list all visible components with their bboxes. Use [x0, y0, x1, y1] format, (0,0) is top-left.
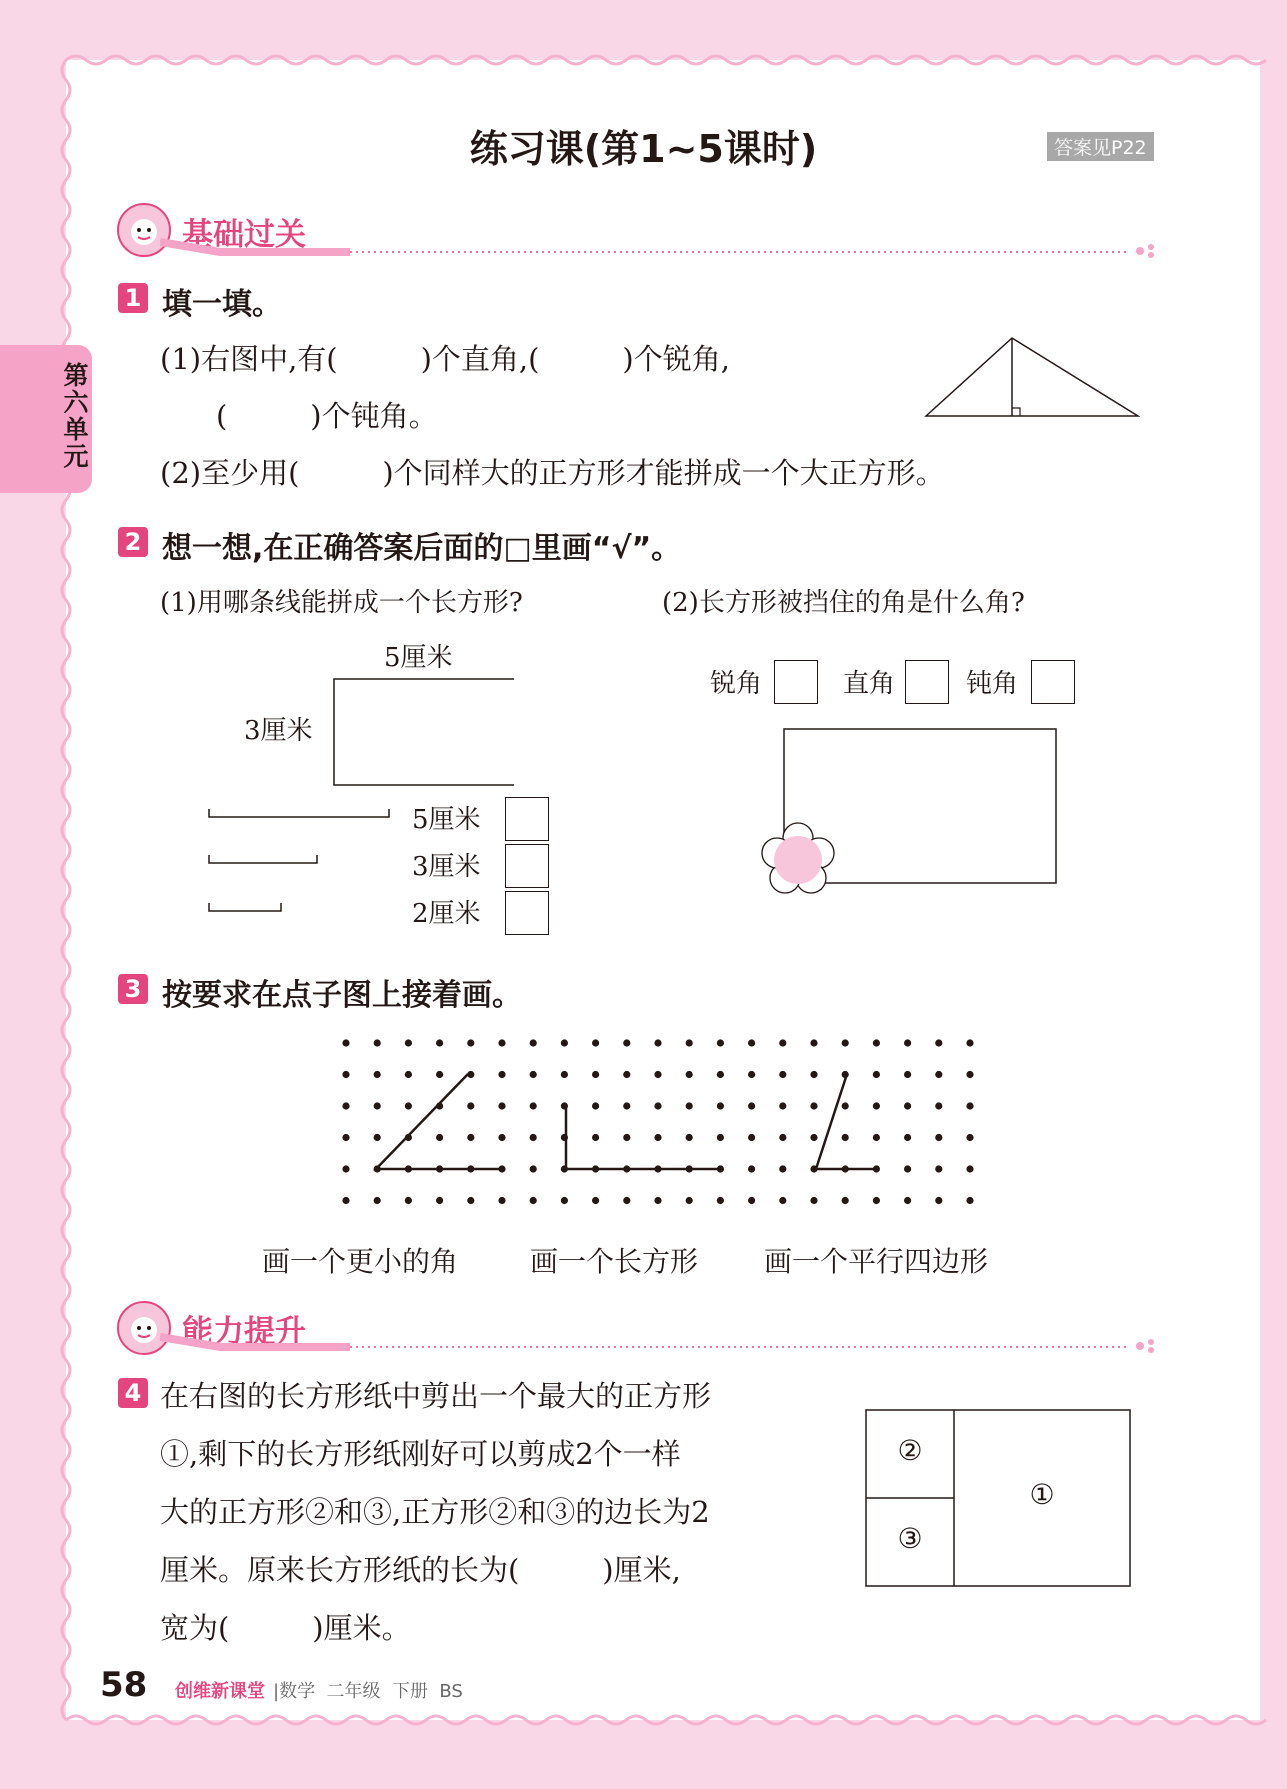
caption-smaller-angle: 画一个更小的角 — [262, 1245, 459, 1278]
question-1-number: 1 — [118, 283, 148, 313]
grid-dot[interactable] — [717, 1102, 724, 1109]
segment-2cm — [209, 903, 281, 911]
grid-dot[interactable] — [935, 1039, 942, 1046]
grid-dot[interactable] — [904, 1039, 911, 1046]
square-3-label: ③ — [897, 1522, 923, 1555]
grid-dot[interactable] — [374, 1071, 381, 1078]
grid-dot[interactable] — [935, 1134, 942, 1141]
grid-dot[interactable] — [623, 1071, 630, 1078]
grid-dot[interactable] — [966, 1102, 973, 1109]
question-4-line-1: 在右图的长方形纸中剪出一个最大的正方形 — [160, 1379, 712, 1413]
caption-parallelogram: 画一个平行四边形 — [764, 1245, 989, 1278]
grid-dot[interactable] — [873, 1071, 880, 1078]
grid-dot[interactable] — [873, 1134, 880, 1141]
grid-dot[interactable] — [686, 1197, 693, 1204]
question-2-sub-2: (2)长方形被挡住的角是什么角? — [662, 588, 1025, 618]
question-4-line-2: ①,剩下的长方形纸刚好可以剪成2个一样 — [160, 1437, 681, 1471]
grid-dot[interactable] — [966, 1039, 973, 1046]
grid-dot[interactable] — [436, 1039, 443, 1046]
grid-dot[interactable] — [686, 1102, 693, 1109]
checkbox-3cm[interactable] — [505, 844, 549, 888]
grid-dot[interactable] — [592, 1197, 599, 1204]
grid-dot[interactable] — [342, 1071, 349, 1078]
grid-dot[interactable] — [498, 1039, 505, 1046]
grid-dot[interactable] — [654, 1039, 661, 1046]
grid-dot[interactable] — [530, 1197, 537, 1204]
grid-dot[interactable] — [530, 1071, 537, 1078]
question-1-text: 填一填。 — [162, 287, 282, 322]
grid-dot[interactable] — [654, 1102, 661, 1109]
grid-dot[interactable] — [592, 1071, 599, 1078]
checkbox-right-angle[interactable] — [905, 660, 949, 704]
grid-dot[interactable] — [904, 1071, 911, 1078]
grid-dot[interactable] — [842, 1197, 849, 1204]
candidate-segments — [205, 795, 395, 920]
grid-dot[interactable] — [374, 1197, 381, 1204]
grid-dot[interactable] — [842, 1039, 849, 1046]
option-3cm-label: 3厘米 — [412, 852, 481, 882]
grid-dot[interactable] — [810, 1134, 817, 1141]
grid-dot[interactable] — [686, 1071, 693, 1078]
grid-dot[interactable] — [779, 1197, 786, 1204]
angle-option-acute-label: 锐角 — [710, 669, 763, 699]
grid-dot[interactable] — [717, 1071, 724, 1078]
question-2-text: 想一想,在正确答案后面的□里画“√”。 — [162, 531, 682, 566]
grid-dot[interactable] — [654, 1071, 661, 1078]
grid-dot[interactable] — [592, 1102, 599, 1109]
grid-dot[interactable] — [498, 1197, 505, 1204]
question-2-sub-1: (1)用哪条线能拼成一个长方形? — [160, 588, 523, 618]
question-1-line-1: (1)右图中,有( )个直角,( )个锐角, — [160, 342, 730, 376]
unit-side-tab-label: 第六单元 — [60, 362, 89, 470]
grid-dot[interactable] — [779, 1165, 786, 1172]
grid-dot[interactable] — [779, 1071, 786, 1078]
drawn-angle-start — [376, 1074, 504, 1169]
section-divider-basic — [160, 238, 1170, 258]
grid-dot[interactable] — [966, 1134, 973, 1141]
grid-dot[interactable] — [935, 1071, 942, 1078]
grid-dot[interactable] — [561, 1197, 568, 1204]
question-1-line-3: (2)至少用( )个同样大的正方形才能拼成一个大正方形。 — [160, 456, 945, 490]
checkbox-obtuse-angle[interactable] — [1031, 660, 1075, 704]
grid-dot[interactable] — [810, 1071, 817, 1078]
grid-dot[interactable] — [717, 1197, 724, 1204]
covered-rectangle-figure — [748, 722, 1064, 904]
square-1-label: ① — [1029, 1478, 1055, 1511]
grid-dot[interactable] — [467, 1102, 474, 1109]
grid-dot[interactable] — [842, 1134, 849, 1141]
grid-dot[interactable] — [686, 1134, 693, 1141]
grid-dot[interactable] — [810, 1102, 817, 1109]
grid-dot[interactable] — [467, 1039, 474, 1046]
grid-dot[interactable] — [592, 1134, 599, 1141]
grid-dot[interactable] — [561, 1039, 568, 1046]
flower-cover-icon — [762, 823, 834, 893]
grid-dot[interactable] — [467, 1197, 474, 1204]
grid-dot[interactable] — [374, 1102, 381, 1109]
bracket-top-length-label: 5厘米 — [384, 643, 453, 673]
grid-dot[interactable] — [717, 1134, 724, 1141]
grid-dot[interactable] — [436, 1071, 443, 1078]
grid-dot[interactable] — [748, 1039, 755, 1046]
grid-dot[interactable] — [623, 1134, 630, 1141]
grid-dot[interactable] — [654, 1197, 661, 1204]
grid-dot[interactable] — [405, 1197, 412, 1204]
grid-dot[interactable] — [561, 1071, 568, 1078]
section-title-basic: 基础过关 — [182, 217, 306, 253]
question-4-number: 4 — [118, 1378, 148, 1408]
option-5cm-label: 5厘米 — [412, 805, 481, 835]
grid-dot[interactable] — [623, 1197, 630, 1204]
grid-dot[interactable] — [498, 1134, 505, 1141]
drawn-rectangle-start — [566, 1106, 722, 1169]
question-1-line-2: ( )个钝角。 — [216, 399, 438, 433]
grid-dot[interactable] — [779, 1134, 786, 1141]
grid-dot[interactable] — [810, 1197, 817, 1204]
grid-dot[interactable] — [342, 1039, 349, 1046]
grid-dot[interactable] — [405, 1039, 412, 1046]
grid-dot[interactable] — [686, 1039, 693, 1046]
segment-5cm — [209, 809, 389, 817]
grid-dot[interactable] — [748, 1102, 755, 1109]
grid-dot[interactable] — [467, 1134, 474, 1141]
grid-dot[interactable] — [498, 1071, 505, 1078]
grid-dot[interactable] — [623, 1102, 630, 1109]
grid-dot[interactable] — [966, 1071, 973, 1078]
grid-dot[interactable] — [342, 1197, 349, 1204]
question-3-number: 3 — [118, 974, 148, 1004]
grid-dot[interactable] — [966, 1165, 973, 1172]
page-number: 58 — [100, 1665, 148, 1705]
bracket-left-length-label: 3厘米 — [244, 716, 313, 746]
footer-brand: 创维新课堂 — [175, 1681, 265, 1702]
question-4-line-3: 大的正方形②和③,正方形②和③的边长为2 — [160, 1495, 710, 1529]
grid-dot[interactable] — [530, 1039, 537, 1046]
grid-dot[interactable] — [748, 1165, 755, 1172]
grid-dot[interactable] — [748, 1134, 755, 1141]
grid-dot[interactable] — [623, 1039, 630, 1046]
question-3-text: 按要求在点子图上接着画。 — [162, 978, 522, 1013]
grid-dot[interactable] — [405, 1071, 412, 1078]
section-title-ability: 能力提升 — [182, 1314, 306, 1350]
checkbox-5cm[interactable] — [505, 797, 549, 841]
grid-dot[interactable] — [405, 1102, 412, 1109]
dot-grid-figure — [330, 1030, 980, 1210]
grid-dot[interactable] — [436, 1197, 443, 1204]
question-4-line-5: 宽为( )厘米。 — [160, 1611, 411, 1645]
footer-book-info: |数学 二年级 下册 BS — [273, 1681, 463, 1702]
unit-side-tab — [0, 345, 92, 493]
grid-dot[interactable] — [530, 1102, 537, 1109]
grid-dot[interactable] — [873, 1102, 880, 1109]
grid-dot[interactable] — [342, 1134, 349, 1141]
open-rectangle-figure — [330, 675, 520, 790]
grid-dot[interactable] — [592, 1039, 599, 1046]
grid-dot[interactable] — [748, 1197, 755, 1204]
angle-option-right-label: 直角 — [843, 669, 896, 699]
caption-rectangle: 画一个长方形 — [530, 1245, 699, 1278]
checkbox-acute-angle[interactable] — [774, 660, 818, 704]
grid-dot[interactable] — [904, 1102, 911, 1109]
grid-dot[interactable] — [436, 1134, 443, 1141]
page-title: 练习课(第1~5课时) — [469, 127, 818, 171]
drawn-parallelogram-start — [816, 1074, 878, 1169]
checkbox-2cm[interactable] — [505, 891, 549, 935]
grid-dot[interactable] — [342, 1102, 349, 1109]
grid-dot[interactable] — [810, 1039, 817, 1046]
option-2cm-label: 2厘米 — [412, 899, 481, 929]
grid-dot[interactable] — [374, 1039, 381, 1046]
grid-dot[interactable] — [904, 1165, 911, 1172]
question-2-number: 2 — [118, 527, 148, 557]
grid-dot[interactable] — [748, 1071, 755, 1078]
grid-dot[interactable] — [935, 1197, 942, 1204]
grid-dot[interactable] — [966, 1197, 973, 1204]
grid-dot[interactable] — [904, 1197, 911, 1204]
answer-reference-badge: 答案见P22 — [1047, 132, 1154, 161]
grid-dot[interactable] — [717, 1039, 724, 1046]
triangle-figure — [920, 330, 1140, 420]
grid-dot[interactable] — [779, 1102, 786, 1109]
grid-dot[interactable] — [842, 1102, 849, 1109]
question-4-line-4: 厘米。原来长方形纸的长为( )厘米, — [160, 1553, 681, 1587]
grid-dot[interactable] — [530, 1165, 537, 1172]
square-2-label: ② — [897, 1434, 923, 1467]
grid-dot[interactable] — [779, 1039, 786, 1046]
grid-dot[interactable] — [935, 1165, 942, 1172]
section-divider-ability — [160, 1333, 1170, 1353]
grid-dot[interactable] — [935, 1102, 942, 1109]
segment-3cm — [209, 855, 317, 863]
grid-dot[interactable] — [873, 1039, 880, 1046]
grid-dot[interactable] — [873, 1197, 880, 1204]
grid-dot[interactable] — [654, 1134, 661, 1141]
grid-dot[interactable] — [374, 1134, 381, 1141]
grid-dot[interactable] — [904, 1134, 911, 1141]
grid-dot[interactable] — [342, 1165, 349, 1172]
grid-dot[interactable] — [498, 1102, 505, 1109]
angle-option-obtuse-label: 钝角 — [966, 669, 1019, 699]
grid-dot[interactable] — [530, 1134, 537, 1141]
